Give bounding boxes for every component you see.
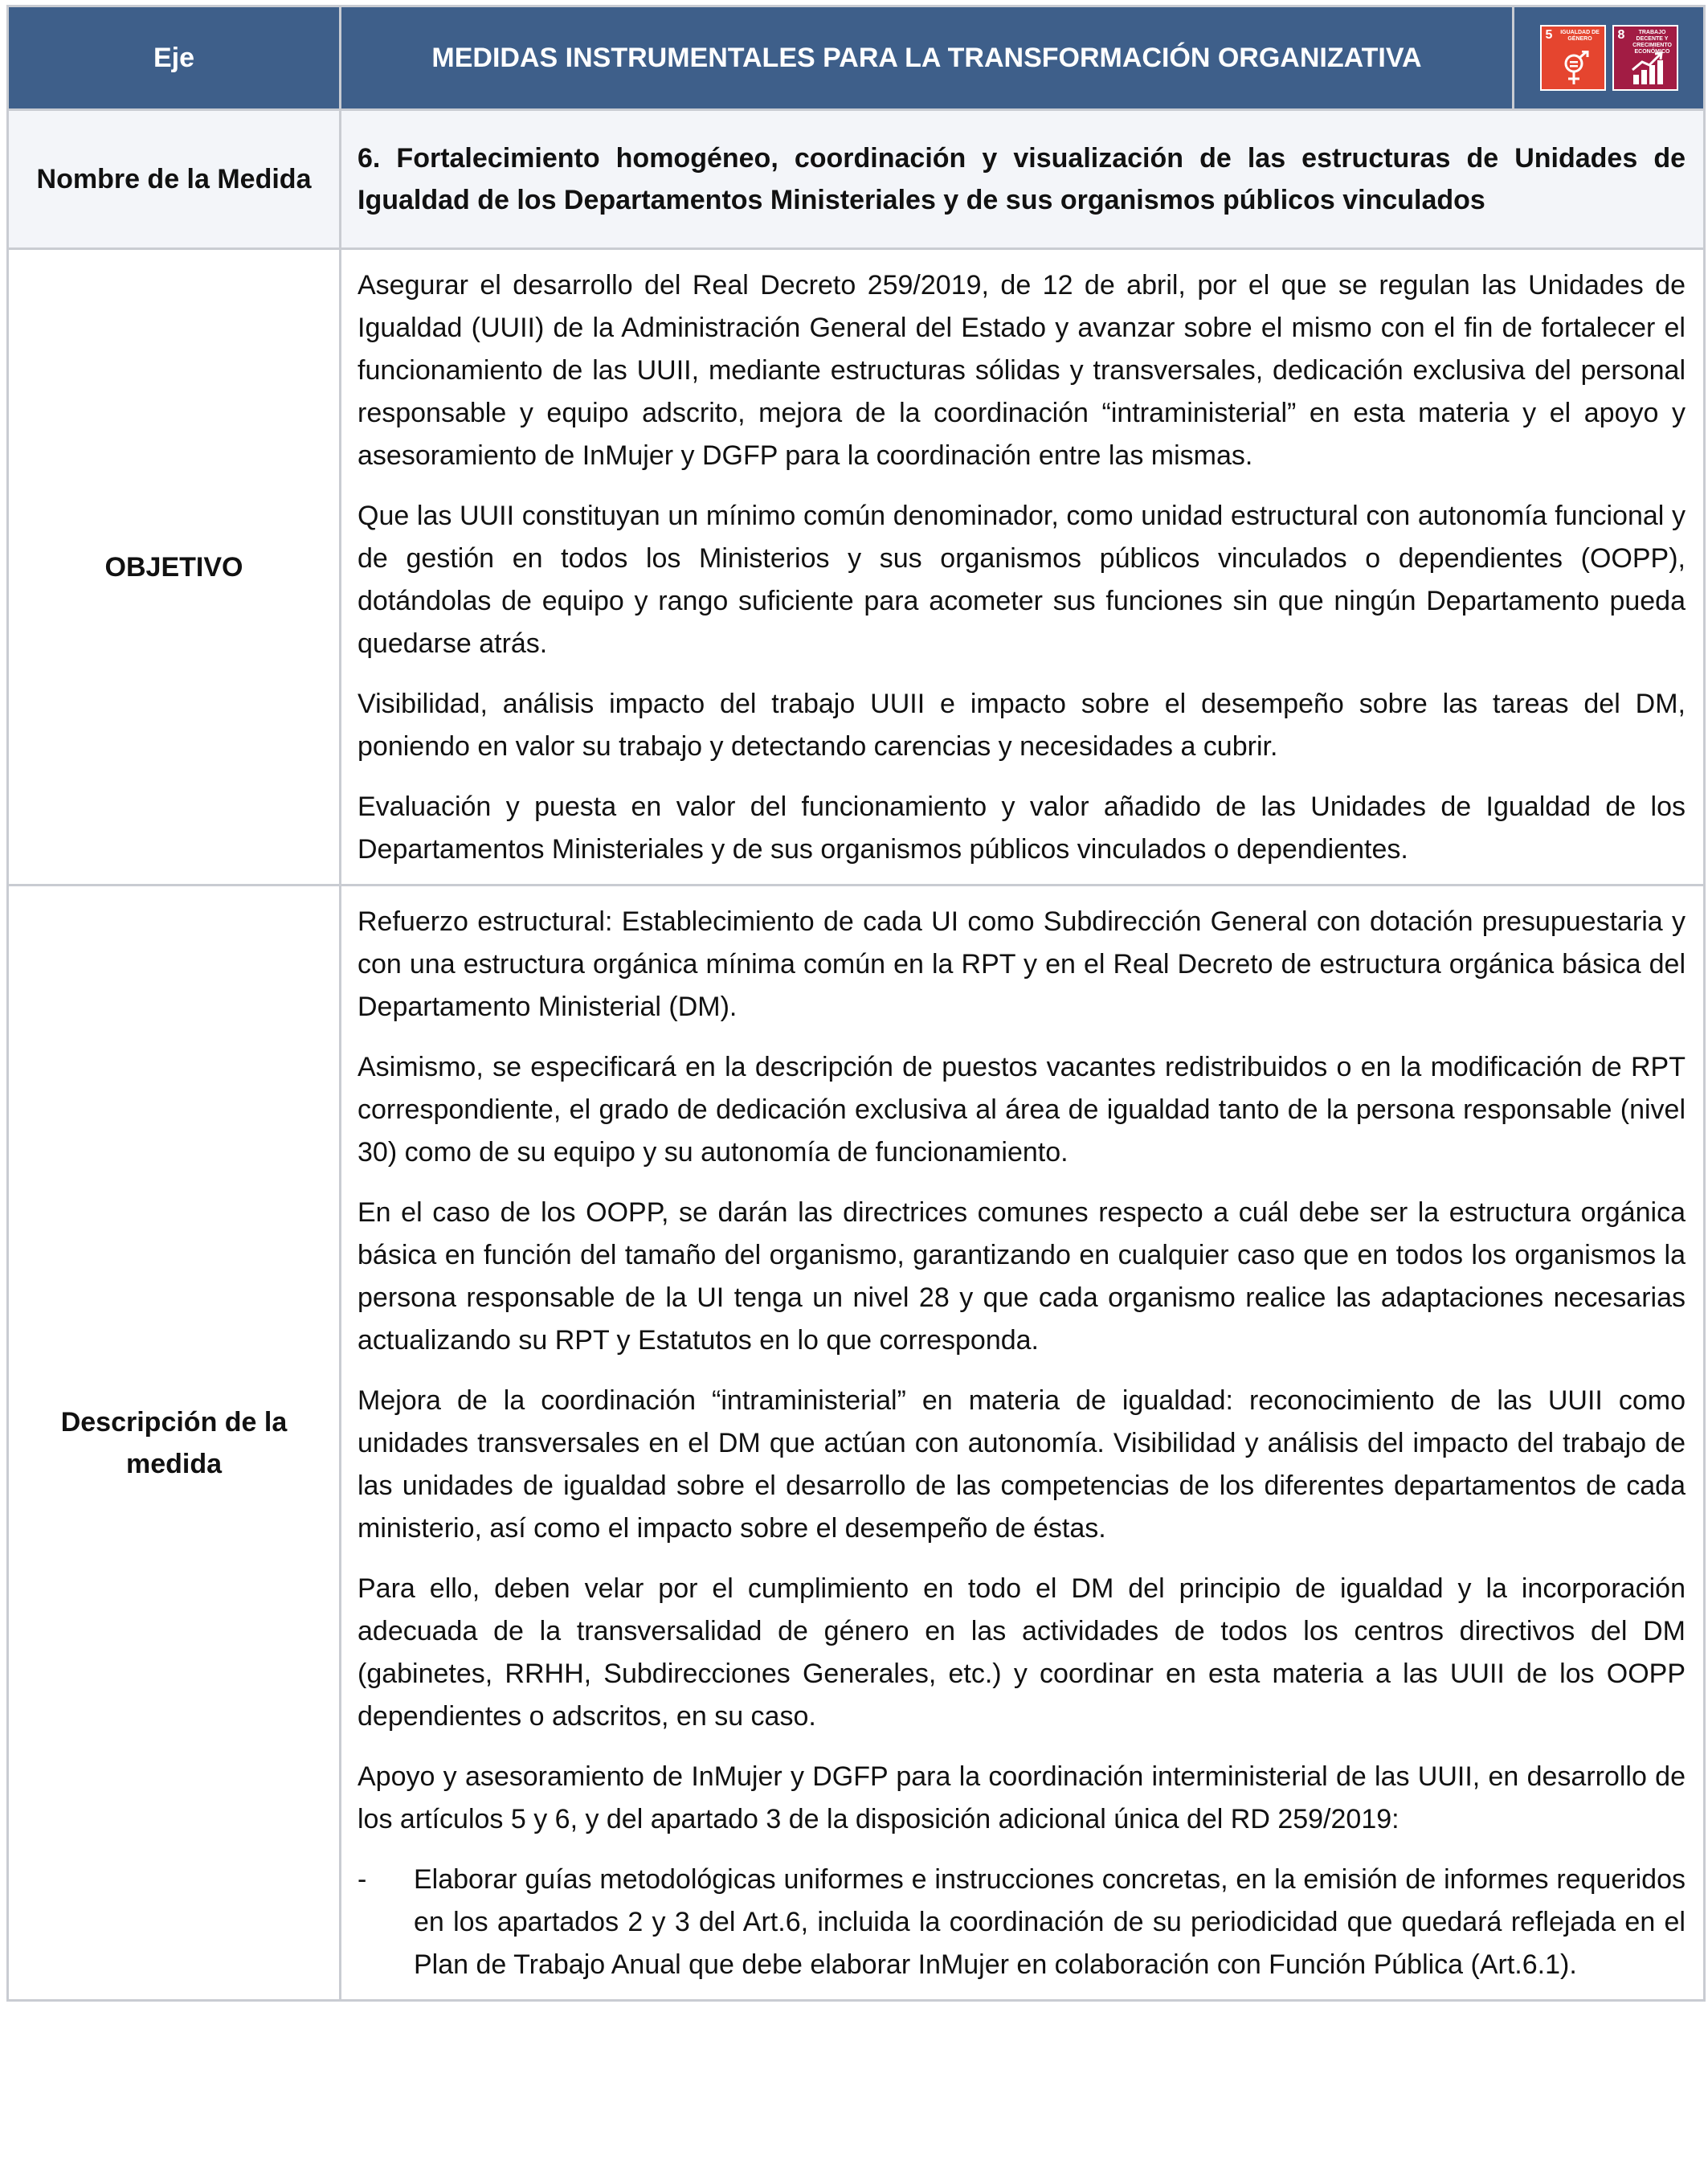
objective-paragraph: Asegurar el desarrollo del Real Decreto 259/2019, de 12 de abril, por el que se regulan las Unidades de Igualdad (UUII) de la Administración General del Estado y avanzar sobre el mismo con el fin de fortalecer el funcionamiento de las UUII, mediante estructuras sólidas y transversales, dedicación exclusiva del personal responsable y equipo adscrito, mejora de la coordinación “intraministerial” en esta materia y el apoyo y asesoramiento de InMujer y DGFP para la coordinación entre las mismas. [358,270,1686,471]
description-label: Descripción de la medida [8,885,341,2001]
sdg-5-badge: 5 IGUALDAD DE GÉNERO [1540,25,1606,91]
header-title: MEDIDAS INSTRUMENTALES PARA LA TRANSFORMACIÓN ORGANIZATIVA [341,6,1514,110]
sdg-8-badge: 8 TRABAJO DECENTE Y CRECIMIENTO ECONÓMICO [1612,25,1678,91]
bullet-marker: - [358,1864,367,1895]
growth-chart-icon [1630,51,1665,88]
gender-equality-icon [1558,51,1593,88]
measure-sheet [6,5,1703,2174]
description-paragraph: Para ello, deben velar por el cumplimiento en todo el DM del principio de igualdad y la incorporación adecuada de la transversalidad de género en las actividades de todos los centros directivos del DM (gabinetes, RRHH, Subdirecciones Generales, etc.) y coordinar en esta materia a las UUII de los OOPP dependientes o adscritos, en su caso. [358,1573,1686,1732]
objective-paragraph: Evaluación y puesta en valor del funcionamiento y valor añadido de las Unidades de Igualdad de los Departamentos Ministeriales y de sus organismos públicos vinculados o dependientes. [358,791,1686,865]
description-paragraph: En el caso de los OOPP, se darán las directrices comunes respecto a cuál debe ser la estructura orgánica básica en función del tamaño del organismo, garantizando en cualquier caso que en todos los organismos la persona responsable de la UI tenga un nivel 28 y que cada organismo realice las adaptaciones necesarias actualizando su RPT y Estatutos en lo que corresponda. [358,1197,1686,1356]
objective-label: OBJETIVO [8,249,341,885]
measure-name-row [8,110,1705,249]
description-paragraph: Apoyo y asesoramiento de InMujer y DGFP para la coordinación interministerial de las UUII, en desarrollo de los artículos 5 y 6, y del apartado 3 de la disposición adicional única del RD 259/2019: [358,1761,1686,1834]
measure-table [6,5,1706,2002]
description-bullet [358,1859,1686,1986]
objective-content [341,249,1705,885]
header-eje: Eje [8,6,341,110]
bullet-text: Elaborar guías metodológicas uniformes e instrucciones concretas, en la emisión de informes requeridos en los apartados 2 y 3 del Art.6, incluida la coordinación de su periodicidad que quedará reflejada en el Plan de Trabajo Anual que debe elaborar InMujer en colaboración con Función Pública (Art.6.1). [414,1864,1686,1980]
objective-paragraph: Que las UUII constituyan un mínimo común denominador, como unidad estructural con autonomía funcional y de gestión en todos los Ministerios y sus organismos públicos vinculados o dependientes (OOPP), dotándolas de equipo y rango suficiente para acometer sus funciones sin que ningún Departamento pueda quedarse atrás. [358,501,1686,659]
measure-name-value: 6. Fortalecimiento homogéneo, coordinación y visualización de las estructuras de Unidades de Igualdad de los Departamentos Ministeriales y de sus organismos públicos vinculados [341,110,1705,249]
objective-paragraph: Visibilidad, análisis impacto del trabajo UUII e impacto sobre el desempeño sobre las tareas del DM, poniendo en valor su trabajo y detectando carencias y necesidades a cubrir. [358,689,1686,762]
table-header-row [8,6,1705,110]
description-content [341,885,1705,2001]
description-paragraph: Mejora de la coordinación “intraministerial” en materia de igualdad: reconocimiento de las UUII como unidades transversales en el DM que actúan con autonomía. Visibilidad y análisis del impacto del trabajo de las unidades de igualdad sobre el desarrollo de las competencias de los diferentes departamentos de cada ministerio, así como el impacto sobre el desempeño de éstas. [358,1385,1686,1544]
description-paragraph: Asimismo, se especificará en la descripción de puestos vacantes redistribuidos o en la modificación de RPT correspondiente, el grado de dedicación exclusiva al área de igualdad tanto de la persona responsable (nivel 30) como de su equipo y su autonomía de funcionamiento. [358,1052,1686,1168]
objective-row [8,249,1705,885]
description-row [8,885,1705,2001]
description-paragraph: Refuerzo estructural: Establecimiento de cada UI como Subdirección General con dotación presupuestaria y con una estructura orgánica mínima común en la RPT y en el Real Decreto de estructura orgánica básica del Departamento Ministerial (DM). [358,906,1686,1022]
sdg-logos [1514,6,1705,110]
measure-name-label: Nombre de la Medida [8,110,341,249]
